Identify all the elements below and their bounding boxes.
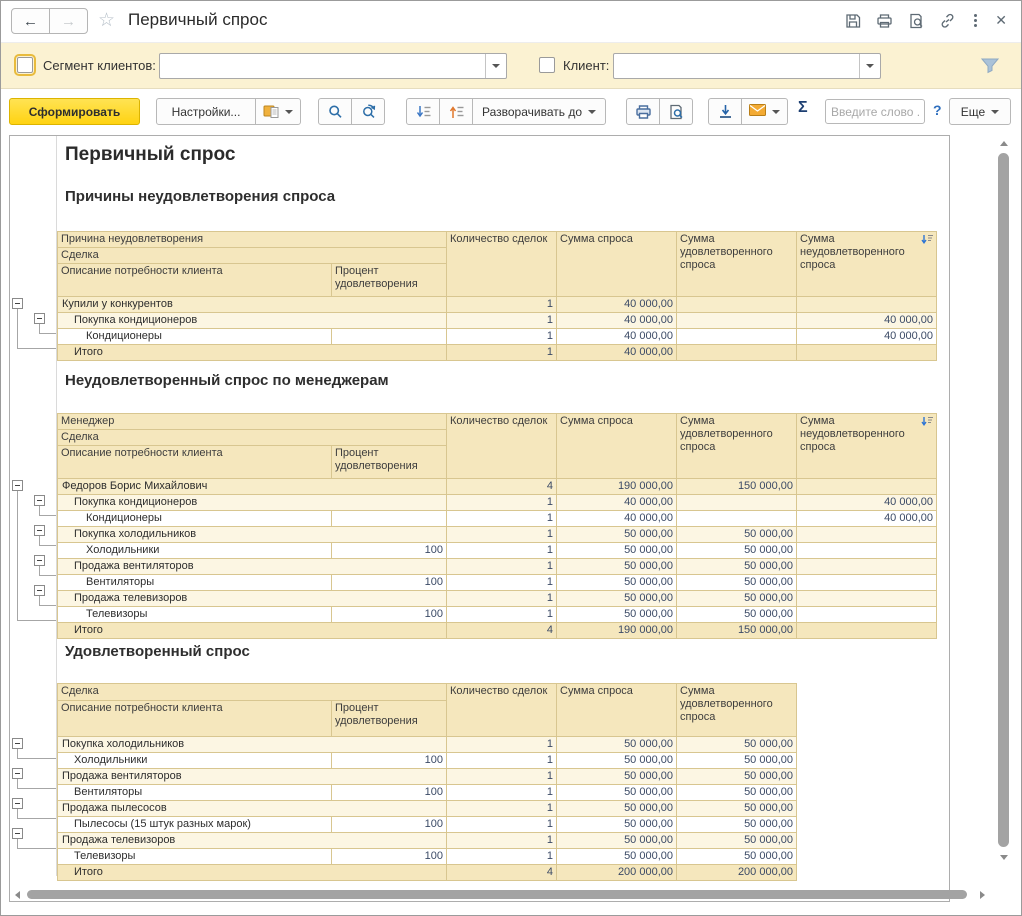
row-label-cell[interactable]: Продажа телевизоров bbox=[58, 833, 447, 849]
demand-cell[interactable]: 190 000,00 bbox=[557, 623, 677, 639]
satisfied-cell[interactable]: 50 000,00 bbox=[677, 753, 797, 769]
demand-cell[interactable]: 50 000,00 bbox=[557, 607, 677, 623]
table-row bbox=[58, 737, 797, 753]
filter-funnel-icon[interactable] bbox=[981, 58, 999, 79]
demand-cell[interactable]: 190 000,00 bbox=[557, 479, 677, 495]
unsatisfied-cell[interactable] bbox=[797, 527, 937, 543]
column-header[interactable]: Сумма спроса bbox=[557, 684, 677, 737]
report-panel bbox=[9, 135, 950, 902]
column-header[interactable]: Количество сделок bbox=[447, 684, 557, 737]
envelope-icon bbox=[749, 104, 766, 119]
demand-cell[interactable]: 40 000,00 bbox=[557, 495, 677, 511]
section-heading: Неудовлетворенный спрос по менеджерам bbox=[65, 372, 389, 389]
unsatisfied-cell[interactable] bbox=[797, 543, 937, 559]
unsatisfied-cell[interactable]: 40 000,00 bbox=[797, 313, 937, 329]
count-cell[interactable]: 1 bbox=[447, 345, 557, 361]
table-row bbox=[58, 297, 937, 313]
row-label-cell[interactable]: Холодильники bbox=[58, 753, 332, 769]
search-next-button[interactable] bbox=[351, 98, 385, 125]
row-label-cell[interactable]: Покупка холодильников bbox=[58, 527, 447, 543]
generate-button[interactable]: Сформировать bbox=[9, 98, 140, 125]
satisfied-cell[interactable]: 50 000,00 bbox=[677, 769, 797, 785]
percent-cell[interactable]: 100 bbox=[332, 817, 447, 833]
report-title: Первичный спрос bbox=[65, 144, 236, 165]
client-combo-dropdown[interactable] bbox=[859, 54, 880, 78]
column-header[interactable]: Сделка bbox=[58, 684, 447, 701]
segment-combo bbox=[159, 53, 507, 79]
back-arrow-icon: ← bbox=[23, 12, 38, 30]
table-row bbox=[58, 607, 937, 623]
count-cell[interactable]: 1 bbox=[447, 753, 557, 769]
segment-checkbox[interactable] bbox=[17, 57, 33, 73]
report-table bbox=[57, 683, 797, 881]
forward-button[interactable] bbox=[49, 8, 88, 34]
unsatisfied-cell[interactable] bbox=[797, 591, 937, 607]
column-header[interactable]: Процент удовлетворения bbox=[332, 446, 447, 479]
satisfied-cell[interactable] bbox=[677, 511, 797, 527]
preview-icon[interactable] bbox=[908, 13, 924, 29]
satisfied-cell[interactable]: 50 000,00 bbox=[677, 607, 797, 623]
outline-gutter bbox=[10, 413, 56, 628]
quick-search-input[interactable] bbox=[825, 99, 925, 124]
row-label-cell[interactable]: Покупка кондиционеров bbox=[58, 495, 447, 511]
table-row bbox=[58, 769, 797, 785]
count-cell[interactable]: 1 bbox=[447, 769, 557, 785]
column-header[interactable]: Процент удовлетворения bbox=[332, 701, 447, 737]
count-cell[interactable]: 1 bbox=[447, 849, 557, 865]
demand-cell[interactable]: 40 000,00 bbox=[557, 297, 677, 313]
demand-cell[interactable]: 50 000,00 bbox=[557, 527, 677, 543]
count-cell[interactable]: 1 bbox=[447, 575, 557, 591]
help-button[interactable]: ? bbox=[933, 102, 942, 118]
group-collapse-toggle[interactable] bbox=[34, 525, 45, 536]
column-header[interactable]: Причина неудовлетворения bbox=[58, 232, 447, 248]
table-row bbox=[58, 833, 797, 849]
outline-line bbox=[39, 596, 40, 605]
expand-to-button[interactable]: Разворачивать до bbox=[472, 98, 606, 125]
satisfied-cell[interactable]: 150 000,00 bbox=[677, 479, 797, 495]
unsatisfied-cell[interactable] bbox=[797, 297, 937, 313]
chevron-down-icon bbox=[492, 64, 500, 68]
column-header[interactable]: Сделка bbox=[58, 248, 447, 264]
group-collapse-toggle[interactable] bbox=[12, 798, 23, 809]
column-header[interactable]: Описание потребности клиента bbox=[58, 264, 332, 297]
report-variant-icon bbox=[263, 103, 279, 121]
scroll-left-arrow[interactable] bbox=[15, 891, 20, 899]
outline-line bbox=[39, 333, 56, 334]
table-row bbox=[58, 785, 797, 801]
group-collapse-toggle[interactable] bbox=[34, 585, 45, 596]
table-row bbox=[58, 345, 937, 361]
count-cell[interactable]: 1 bbox=[447, 591, 557, 607]
count-cell[interactable]: 1 bbox=[447, 817, 557, 833]
outline-line bbox=[39, 324, 40, 333]
demand-cell[interactable]: 50 000,00 bbox=[557, 575, 677, 591]
row-label-cell[interactable]: Итого bbox=[58, 865, 447, 881]
chevron-down-icon bbox=[285, 110, 293, 114]
row-label-cell[interactable]: Продажа телевизоров bbox=[58, 591, 447, 607]
demand-cell[interactable]: 50 000,00 bbox=[557, 753, 677, 769]
count-cell[interactable]: 1 bbox=[447, 833, 557, 849]
outline-line bbox=[17, 818, 56, 819]
row-label-cell[interactable]: Кондиционеры bbox=[58, 511, 332, 527]
percent-cell[interactable]: 100 bbox=[332, 753, 447, 769]
row-label-cell[interactable]: Пылесосы (15 штук разных марок) bbox=[58, 817, 332, 833]
unsatisfied-cell[interactable] bbox=[797, 607, 937, 623]
row-label-cell[interactable]: Кондиционеры bbox=[58, 329, 332, 345]
demand-cell[interactable]: 40 000,00 bbox=[557, 329, 677, 345]
row-label-cell[interactable]: Телевизоры bbox=[58, 607, 332, 623]
outline-gutter bbox=[10, 231, 56, 356]
row-label-cell[interactable]: Покупка холодильников bbox=[58, 737, 447, 753]
satisfied-cell[interactable]: 150 000,00 bbox=[677, 623, 797, 639]
percent-cell[interactable]: 100 bbox=[332, 607, 447, 623]
count-cell[interactable]: 1 bbox=[447, 785, 557, 801]
percent-cell[interactable]: 100 bbox=[332, 849, 447, 865]
chevron-down-icon bbox=[772, 110, 780, 114]
outline-line bbox=[17, 758, 56, 759]
row-label-cell[interactable]: Продажа вентиляторов bbox=[58, 769, 447, 785]
group-collapse-toggle[interactable] bbox=[12, 480, 23, 491]
satisfied-cell[interactable]: 50 000,00 bbox=[677, 591, 797, 607]
chevron-down-icon bbox=[991, 110, 999, 114]
count-cell[interactable]: 1 bbox=[447, 527, 557, 543]
table-row bbox=[58, 511, 937, 527]
demand-cell[interactable]: 50 000,00 bbox=[557, 833, 677, 849]
report-canvas bbox=[10, 136, 949, 901]
outline-line bbox=[39, 575, 56, 576]
column-header[interactable]: Процент удовлетворения bbox=[332, 264, 447, 297]
row-label-cell[interactable]: Продажа пылесосов bbox=[58, 801, 447, 817]
client-combo-input[interactable] bbox=[614, 54, 859, 78]
satisfied-cell[interactable]: 50 000,00 bbox=[677, 833, 797, 849]
forward-arrow-icon: → bbox=[61, 12, 76, 30]
row-label-cell[interactable]: Федоров Борис Михайлович bbox=[58, 479, 447, 495]
filter-band bbox=[1, 42, 1021, 89]
column-header[interactable]: Сумма спроса bbox=[557, 232, 677, 297]
satisfied-cell[interactable]: 50 000,00 bbox=[677, 849, 797, 865]
nav-buttons bbox=[11, 8, 88, 34]
close-icon[interactable]: ✕ bbox=[995, 12, 1007, 28]
section-heading: Удовлетворенный спрос bbox=[65, 643, 250, 660]
collapse-all-button[interactable] bbox=[439, 98, 473, 125]
scroll-up-arrow[interactable] bbox=[1000, 141, 1008, 146]
h-scrollbar[interactable] bbox=[13, 889, 987, 901]
table-row bbox=[58, 801, 797, 817]
table-row bbox=[58, 817, 797, 833]
column-header[interactable]: Сделка bbox=[58, 430, 447, 446]
table-row bbox=[58, 543, 937, 559]
group-collapse-toggle[interactable] bbox=[34, 555, 45, 566]
percent-cell[interactable] bbox=[332, 511, 447, 527]
table-row bbox=[58, 329, 937, 345]
table-row bbox=[58, 849, 797, 865]
satisfied-cell[interactable]: 200 000,00 bbox=[677, 865, 797, 881]
row-label-cell[interactable]: Покупка кондиционеров bbox=[58, 313, 447, 329]
count-cell[interactable]: 4 bbox=[447, 865, 557, 881]
demand-cell[interactable]: 50 000,00 bbox=[557, 591, 677, 607]
client-combo bbox=[613, 53, 881, 79]
count-cell[interactable]: 1 bbox=[447, 329, 557, 345]
sort-descending-icon[interactable] bbox=[921, 234, 934, 249]
section-heading: Причины неудовлетворения спроса bbox=[65, 188, 336, 205]
outline-line bbox=[39, 545, 56, 546]
segment-combo-dropdown[interactable] bbox=[485, 54, 506, 78]
satisfied-cell[interactable] bbox=[677, 313, 797, 329]
outline-line bbox=[17, 779, 18, 788]
count-cell[interactable]: 1 bbox=[447, 313, 557, 329]
count-cell[interactable]: 1 bbox=[447, 297, 557, 313]
demand-cell[interactable]: 50 000,00 bbox=[557, 801, 677, 817]
window-title: Первичный спрос bbox=[128, 10, 268, 29]
client-label: Клиент: bbox=[563, 58, 610, 73]
percent-cell[interactable]: 100 bbox=[332, 785, 447, 801]
satisfied-cell[interactable]: 50 000,00 bbox=[677, 543, 797, 559]
table-row bbox=[58, 591, 937, 607]
print-button[interactable] bbox=[626, 98, 660, 125]
satisfied-cell[interactable]: 50 000,00 bbox=[677, 559, 797, 575]
outline-line bbox=[17, 348, 56, 349]
settings-button[interactable]: Настройки... bbox=[156, 98, 256, 125]
percent-cell[interactable] bbox=[332, 329, 447, 345]
group-collapse-toggle[interactable] bbox=[12, 298, 23, 309]
table-row bbox=[58, 527, 937, 543]
column-header[interactable]: Количество сделок bbox=[447, 232, 557, 297]
unsatisfied-cell[interactable] bbox=[797, 623, 937, 639]
unsatisfied-cell[interactable] bbox=[797, 559, 937, 575]
table-row bbox=[58, 575, 937, 591]
outline-line bbox=[17, 809, 18, 818]
demand-cell[interactable]: 50 000,00 bbox=[557, 849, 677, 865]
satisfied-cell[interactable]: 50 000,00 bbox=[677, 817, 797, 833]
group-collapse-toggle[interactable] bbox=[34, 495, 45, 506]
table-row bbox=[58, 559, 937, 575]
satisfied-cell[interactable]: 50 000,00 bbox=[677, 527, 797, 543]
row-label-cell[interactable]: Вентиляторы bbox=[58, 575, 332, 591]
satisfied-cell[interactable] bbox=[677, 495, 797, 511]
demand-cell[interactable]: 50 000,00 bbox=[557, 737, 677, 753]
column-header[interactable]: Сумма неудовлетворенного спроса bbox=[797, 232, 937, 297]
search-button[interactable] bbox=[318, 98, 352, 125]
save-icon[interactable] bbox=[845, 13, 861, 29]
group-collapse-toggle[interactable] bbox=[12, 828, 23, 839]
v-scrollbar[interactable] bbox=[997, 139, 1011, 889]
demand-cell[interactable]: 50 000,00 bbox=[557, 559, 677, 575]
column-header[interactable]: Менеджер bbox=[58, 414, 447, 430]
satisfied-cell[interactable] bbox=[677, 345, 797, 361]
unsatisfied-cell[interactable] bbox=[797, 345, 937, 361]
column-header[interactable]: Описание потребности клиента bbox=[58, 446, 332, 479]
count-cell[interactable]: 1 bbox=[447, 543, 557, 559]
print-icon[interactable] bbox=[876, 13, 893, 29]
back-button[interactable] bbox=[11, 8, 50, 34]
outline-line bbox=[17, 749, 18, 758]
unsatisfied-cell[interactable] bbox=[797, 575, 937, 591]
table-row bbox=[58, 623, 937, 639]
satisfied-cell[interactable] bbox=[677, 329, 797, 345]
row-label-cell[interactable]: Вентиляторы bbox=[58, 785, 332, 801]
send-email-button[interactable] bbox=[741, 98, 788, 125]
sort-descending-icon[interactable] bbox=[921, 416, 934, 431]
column-header[interactable]: Сумма неудовлетворенного спроса bbox=[797, 414, 937, 479]
scroll-down-arrow[interactable] bbox=[1000, 855, 1008, 860]
column-header[interactable]: Количество сделок bbox=[447, 414, 557, 479]
satisfied-cell[interactable] bbox=[677, 297, 797, 313]
row-label-cell[interactable]: Купили у конкурентов bbox=[58, 297, 447, 313]
outline-line bbox=[39, 566, 40, 575]
unsatisfied-cell[interactable]: 40 000,00 bbox=[797, 511, 937, 527]
unsatisfied-cell[interactable] bbox=[797, 479, 937, 495]
satisfied-cell[interactable]: 50 000,00 bbox=[677, 575, 797, 591]
unsatisfied-cell[interactable]: 40 000,00 bbox=[797, 495, 937, 511]
client-checkbox[interactable] bbox=[539, 57, 555, 73]
row-label-cell[interactable]: Итого bbox=[58, 345, 447, 361]
column-header[interactable]: Сумма удовлетворенного спроса bbox=[677, 232, 797, 297]
demand-cell[interactable]: 200 000,00 bbox=[557, 865, 677, 881]
percent-cell[interactable]: 100 bbox=[332, 543, 447, 559]
group-collapse-toggle[interactable] bbox=[12, 768, 23, 779]
row-label-cell[interactable]: Холодильники bbox=[58, 543, 332, 559]
outline-line bbox=[17, 309, 18, 348]
link-icon[interactable] bbox=[939, 13, 956, 29]
outline-line bbox=[17, 491, 18, 620]
count-cell[interactable]: 1 bbox=[447, 559, 557, 575]
title-bar bbox=[1, 1, 1021, 42]
report-table bbox=[57, 231, 937, 361]
row-label-cell[interactable]: Итого bbox=[58, 623, 447, 639]
unsatisfied-cell[interactable]: 40 000,00 bbox=[797, 329, 937, 345]
table-row bbox=[58, 313, 937, 329]
kebab-menu-icon[interactable] bbox=[971, 14, 980, 27]
count-cell[interactable]: 4 bbox=[447, 479, 557, 495]
outline-line bbox=[39, 515, 56, 516]
row-label-cell[interactable]: Телевизоры bbox=[58, 849, 332, 865]
table-row bbox=[58, 479, 937, 495]
group-collapse-toggle[interactable] bbox=[12, 738, 23, 749]
demand-cell[interactable]: 50 000,00 bbox=[557, 769, 677, 785]
outline-line bbox=[17, 788, 56, 789]
table-row bbox=[58, 865, 797, 881]
favorite-star-icon[interactable]: ☆ bbox=[98, 10, 116, 31]
percent-cell[interactable]: 100 bbox=[332, 575, 447, 591]
report-toolbar bbox=[1, 89, 1021, 135]
count-cell[interactable]: 1 bbox=[447, 737, 557, 753]
column-header[interactable]: Сумма спроса bbox=[557, 414, 677, 479]
outline-line bbox=[17, 848, 56, 849]
more-button[interactable]: Еще bbox=[949, 98, 1011, 125]
demand-cell[interactable]: 40 000,00 bbox=[557, 345, 677, 361]
chevron-down-icon bbox=[588, 110, 596, 114]
count-cell[interactable]: 1 bbox=[447, 495, 557, 511]
table-row bbox=[58, 753, 797, 769]
column-header[interactable]: Сумма удовлетворенного спроса bbox=[677, 414, 797, 479]
satisfied-cell[interactable]: 50 000,00 bbox=[677, 737, 797, 753]
outline-line bbox=[39, 536, 40, 545]
outline-line bbox=[39, 605, 56, 606]
column-header[interactable]: Описание потребности клиента bbox=[58, 701, 332, 737]
satisfied-cell[interactable]: 50 000,00 bbox=[677, 785, 797, 801]
print-preview-button[interactable] bbox=[659, 98, 693, 125]
outline-line bbox=[17, 620, 56, 621]
h-scrollbar-thumb[interactable] bbox=[27, 890, 967, 899]
report-variants-button[interactable] bbox=[255, 98, 301, 125]
demand-cell[interactable]: 50 000,00 bbox=[557, 543, 677, 559]
group-collapse-toggle[interactable] bbox=[34, 313, 45, 324]
segment-combo-input[interactable] bbox=[160, 54, 485, 78]
sum-button[interactable]: Σ bbox=[798, 99, 808, 116]
outline-gutter bbox=[10, 683, 56, 871]
v-scrollbar-thumb[interactable] bbox=[998, 153, 1009, 847]
satisfied-cell[interactable]: 50 000,00 bbox=[677, 801, 797, 817]
expand-all-button[interactable] bbox=[406, 98, 440, 125]
report-table bbox=[57, 413, 937, 639]
column-header[interactable]: Сумма удовлетворенного спроса bbox=[677, 684, 797, 737]
demand-cell[interactable]: 50 000,00 bbox=[557, 817, 677, 833]
outline-line bbox=[17, 839, 18, 848]
demand-cell[interactable]: 40 000,00 bbox=[557, 511, 677, 527]
count-cell[interactable]: 1 bbox=[447, 607, 557, 623]
row-label-cell[interactable]: Продажа вентиляторов bbox=[58, 559, 447, 575]
scroll-right-arrow[interactable] bbox=[980, 891, 985, 899]
demand-cell[interactable]: 50 000,00 bbox=[557, 785, 677, 801]
count-cell[interactable]: 4 bbox=[447, 623, 557, 639]
outline-line bbox=[39, 506, 40, 515]
chevron-down-icon bbox=[866, 64, 874, 68]
demand-cell[interactable]: 40 000,00 bbox=[557, 313, 677, 329]
save-result-button[interactable] bbox=[708, 98, 742, 125]
table-row bbox=[58, 495, 937, 511]
count-cell[interactable]: 1 bbox=[447, 801, 557, 817]
count-cell[interactable]: 1 bbox=[447, 511, 557, 527]
segment-label: Сегмент клиентов: bbox=[43, 58, 156, 73]
